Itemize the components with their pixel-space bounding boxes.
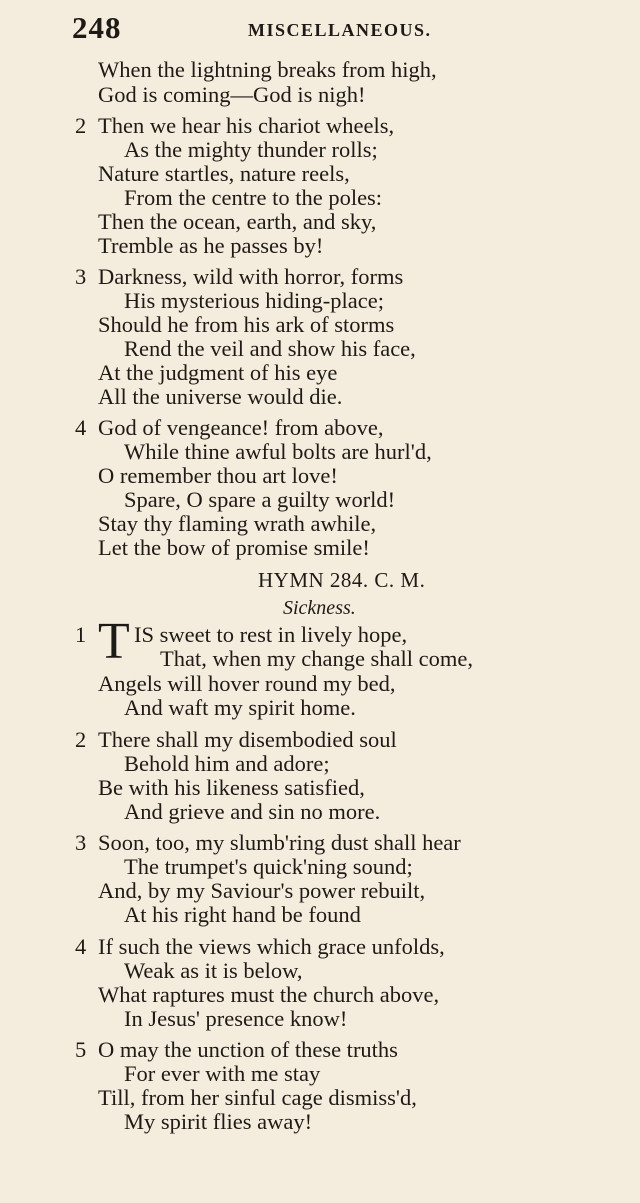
verse-line: There shall my disembodied soul [98,727,397,752]
verse-line: God of vengeance! from above, [98,415,384,440]
stanza-number: 3 [75,830,87,855]
verse-line: And, by my Saviour's power rebuilt, [98,878,426,903]
verse-line: IS sweet to rest in lively hope, [134,622,408,647]
verse-line: O remember thou art love! [98,463,338,488]
verse-line: While thine awful bolts are hurl'd, [124,439,432,464]
verse-line: My spirit flies away! [124,1109,313,1134]
stanza-number: 3 [75,264,87,289]
verse-line: Rend the veil and show his face, [124,336,416,361]
verse-line: As the mighty thunder rolls; [124,137,378,162]
stanza-number: 1 [75,622,87,647]
verse-line: Then the ocean, earth, and sky, [98,209,377,234]
verse-line: From the centre to the poles: [124,185,383,210]
verse-line: Then we hear his chariot wheels, [98,113,395,138]
verse-line: Be with his likeness satisfied, [98,775,365,800]
verse-line: The trumpet's quick'ning sound; [124,854,413,879]
verse-line: Darkness, wild with horror, forms [98,264,404,289]
verse-line: Soon, too, my slumb'ring dust shall hear [98,830,461,855]
verse-line: Let the bow of promise smile! [98,535,370,560]
verse-line: When the lightning breaks from high, [98,57,437,82]
verse-line: Stay thy flaming wrath awhile, [98,511,377,536]
verse-line: Tremble as he passes by! [98,233,324,258]
verse-line: All the universe would die. [98,384,343,409]
verse-line: Till, from her sinful cage dismiss'd, [98,1085,417,1110]
verse-line: For ever with me stay [124,1061,321,1086]
stanza-number: 4 [75,934,87,959]
verse-line: At the judgment of his eye [98,360,338,385]
verse-line: At his right hand be found [124,902,361,927]
running-head: MISCELLANEOUS. [248,20,432,40]
verse-line: God is coming—God is nigh! [98,82,366,107]
verse-line: And grieve and sin no more. [124,799,381,824]
verse-line: O may the unction of these truths [98,1037,398,1062]
verse-line: Angels will hover round my bed, [98,671,396,696]
hymn-subject: Sickness. [283,597,356,619]
page-header [72,10,470,50]
drop-cap: T [98,613,130,670]
verse-line: His mysterious hiding-place; [124,288,384,313]
verse-line: In Jesus' presence know! [124,1006,348,1031]
verse-line: Spare, O spare a guilty world! [124,487,396,512]
verse-line: If such the views which grace unfolds, [98,934,445,959]
stanza-number: 2 [75,727,87,752]
verse-line: Weak as it is below, [124,958,303,983]
verse-line: That, when my change shall come, [160,646,474,671]
verse-line: Behold him and adore; [124,751,330,776]
stanza-number: 5 [75,1037,87,1062]
stanza-number: 2 [75,113,87,138]
verse-line: Nature startles, nature reels, [98,161,350,186]
hymn-title: HYMN 284. C. M. [258,568,426,592]
stanza-number: 4 [75,415,87,440]
verse-line: Should he from his ark of storms [98,312,395,337]
verse-line: And waft my spirit home. [124,695,356,720]
verse-line: What raptures must the church above, [98,982,440,1007]
page-number: 248 [72,10,122,45]
